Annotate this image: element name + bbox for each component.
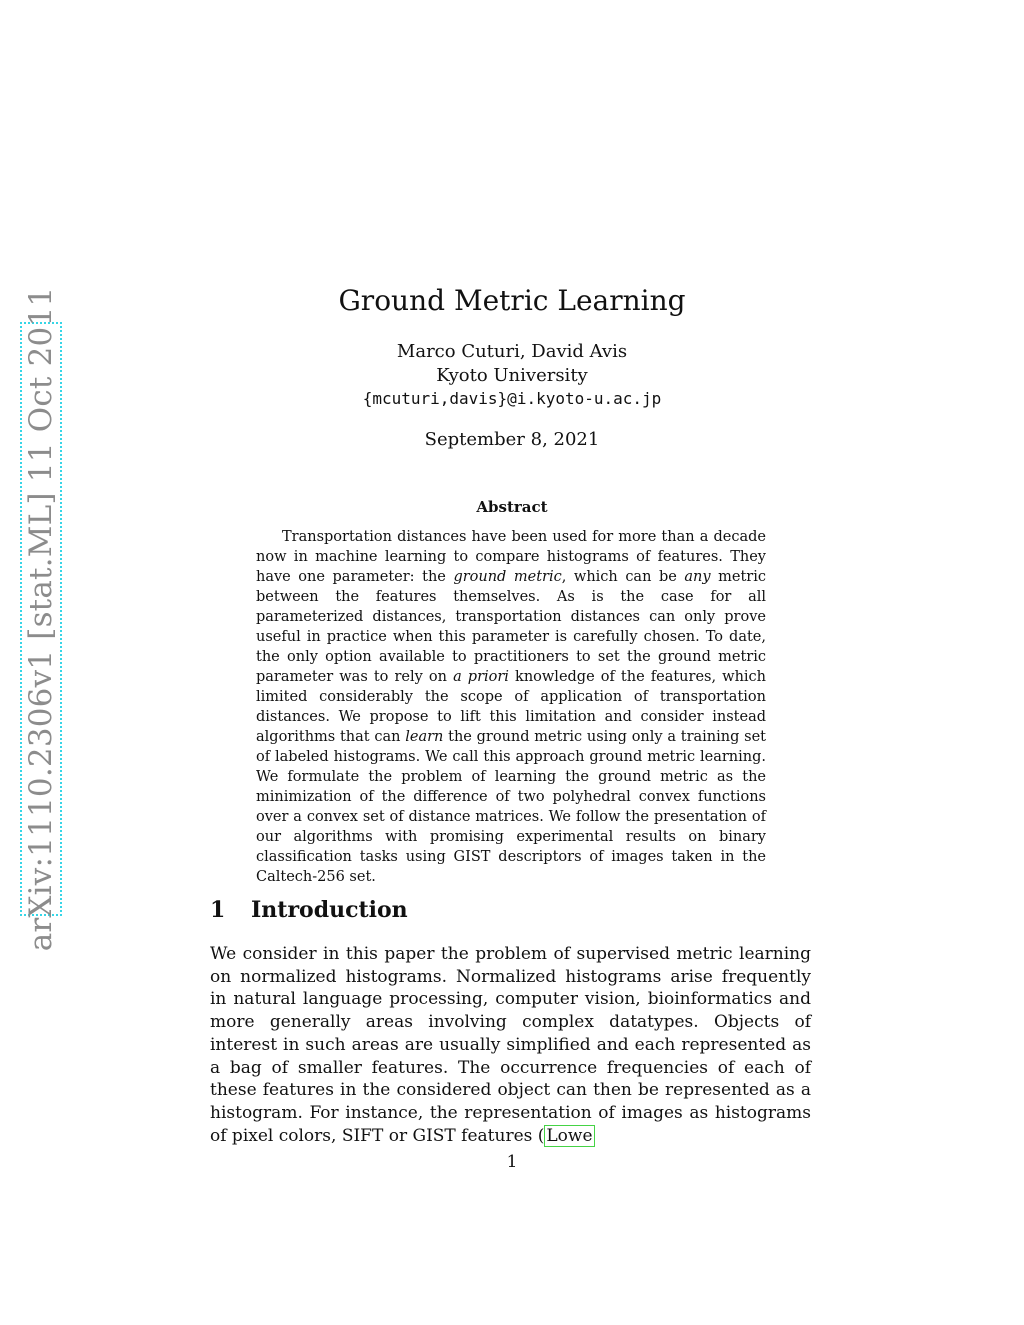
abstract-text: metric between the features themselves. As is the case for all parameterized distances, transportation distances can only prove useful in practice when this parameter is carefully chosen. To date, the only option available to practitioners to set the ground metric parameter was to rely on <box>256 569 766 685</box>
arxiv-identifier-text: arXiv:1110.2306v1 [stat.ML] 11 Oct 2011 <box>23 286 59 952</box>
abstract-text: , which can be <box>561 569 685 585</box>
abstract-body <box>256 527 766 887</box>
arxiv-identifier-stamp <box>20 286 62 952</box>
abstract-text: the ground metric using only a training set of labeled histograms. We call this approach ground metric learning. We formulate the problem of learning the ground metric as the minimization of the difference of two polyhedral convex functions over a convex set of distance matrices. We follow the presentation of our algorithms with promising experimental results on binary classification tasks using GIST descriptors of images taken in the Caltech-256 set. <box>256 729 766 885</box>
introduction-body <box>210 943 811 1147</box>
author-email: {mcuturi,davis}@i.kyoto-u.ac.jp <box>362 389 662 408</box>
abstract-text: knowledge of the features, which limited considerably the scope of application of transportation distances. We propose to lift this limitation and consider instead algorithms that can <box>256 669 767 745</box>
abstract-heading: Abstract <box>476 498 548 516</box>
abstract-emphasis: ground metric <box>453 569 562 585</box>
paper-title: Ground Metric Learning <box>338 284 686 317</box>
paper-date: September 8, 2021 <box>424 429 600 450</box>
section-heading-introduction <box>210 897 408 923</box>
paper-authors: Marco Cuturi, David Avis <box>396 341 628 362</box>
abstract-emphasis: a priori <box>453 669 509 685</box>
abstract-text: Transportation distances have been used for more than a decade now in machine learning to compare histograms of features. They have one parameter: the <box>256 529 766 585</box>
section-title: Introduction <box>251 897 408 923</box>
abstract-emphasis: learn <box>405 729 444 745</box>
page-number: 1 <box>506 1152 518 1172</box>
introduction-text: We consider in this paper the problem of supervised metric learning on normalized histograms. Normalized histograms arise frequently in natural language processing, computer vision, bioinformatics and more generally areas involving complex datatypes. Objects of interest in such areas are usually simplified and each represented as a bag of smaller features. The occurrence frequencies of each of these features in the considered object can then be represented as a histogram. For instance, the representation of images as histograms of pixel colors, SIFT or GIST features ( <box>210 944 811 1146</box>
section-number: 1 <box>210 897 226 923</box>
citation-link[interactable]: Lowe <box>546 1125 593 1146</box>
paper-affiliation: Kyoto University <box>436 365 588 386</box>
abstract-emphasis: any <box>684 569 711 585</box>
